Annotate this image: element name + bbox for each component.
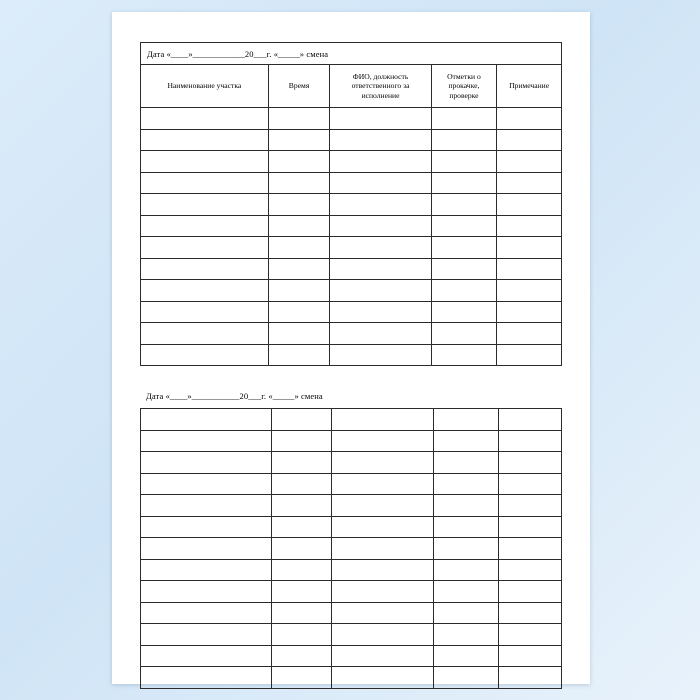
table-cell[interactable] <box>268 108 330 130</box>
form-block-2 <box>140 386 562 689</box>
table-cell[interactable] <box>141 602 272 624</box>
table-cell[interactable] <box>330 215 431 237</box>
table-cell[interactable] <box>434 667 498 689</box>
table-cell[interactable] <box>497 344 562 366</box>
table-row <box>141 108 562 130</box>
table-cell[interactable] <box>268 194 330 216</box>
document-content <box>140 42 562 689</box>
table-cell[interactable] <box>268 258 330 280</box>
table-cell[interactable] <box>268 129 330 151</box>
table-cell[interactable] <box>498 516 561 538</box>
table-cell[interactable] <box>268 237 330 259</box>
col-header-uchastok: Наименование участка <box>141 65 269 108</box>
table-cell[interactable] <box>141 237 269 259</box>
table-cell[interactable] <box>497 129 562 151</box>
table-row <box>141 172 562 194</box>
col-header-otmetki: Отметки о прокачке, проверке <box>431 65 497 108</box>
table-cell[interactable] <box>331 538 434 560</box>
table-cell[interactable] <box>497 215 562 237</box>
table-cell[interactable] <box>141 172 269 194</box>
table-cell[interactable] <box>141 344 269 366</box>
table-cell[interactable] <box>498 624 561 646</box>
table-2-body <box>141 409 562 689</box>
table-cell[interactable] <box>434 624 498 646</box>
table-cell[interactable] <box>498 473 561 495</box>
table-row <box>141 581 562 603</box>
table-cell[interactable] <box>331 602 434 624</box>
table-cell[interactable] <box>271 645 331 667</box>
date-line-1 <box>140 42 562 64</box>
table-row <box>141 559 562 581</box>
table-cell[interactable] <box>271 495 331 517</box>
table-row <box>141 624 562 646</box>
table-cell[interactable] <box>331 624 434 646</box>
table-row <box>141 495 562 517</box>
col-header-vremya: Время <box>268 65 330 108</box>
table-cell[interactable] <box>498 559 561 581</box>
table-cell[interactable] <box>141 301 269 323</box>
table-cell[interactable] <box>268 215 330 237</box>
table-cell[interactable] <box>268 323 330 345</box>
table-cell[interactable] <box>497 108 562 130</box>
table-cell[interactable] <box>141 280 269 302</box>
table-cell[interactable] <box>434 581 498 603</box>
table-cell[interactable] <box>434 602 498 624</box>
table-cell[interactable] <box>497 194 562 216</box>
table-cell[interactable] <box>498 645 561 667</box>
table-cell[interactable] <box>331 667 434 689</box>
table-1-header-row <box>141 65 562 108</box>
table-cell[interactable] <box>331 645 434 667</box>
table-row <box>141 237 562 259</box>
table-cell[interactable] <box>497 172 562 194</box>
table-cell[interactable] <box>431 237 497 259</box>
table-cell[interactable] <box>431 194 497 216</box>
table-cell[interactable] <box>431 215 497 237</box>
table-row <box>141 473 562 495</box>
table-cell[interactable] <box>330 108 431 130</box>
table-cell[interactable] <box>498 452 561 474</box>
table-cell[interactable] <box>498 495 561 517</box>
table-cell[interactable] <box>268 344 330 366</box>
table-cell[interactable] <box>271 430 331 452</box>
table-cell[interactable] <box>141 108 269 130</box>
table-row <box>141 151 562 173</box>
table-cell[interactable] <box>141 495 272 517</box>
table-cell[interactable] <box>497 237 562 259</box>
table-cell[interactable] <box>141 624 272 646</box>
table-block-2-wrap <box>140 408 562 689</box>
table-row <box>141 215 562 237</box>
table-row <box>141 452 562 474</box>
table-cell[interactable] <box>271 452 331 474</box>
table-cell[interactable] <box>431 280 497 302</box>
table-cell[interactable] <box>268 172 330 194</box>
table-cell[interactable] <box>331 430 434 452</box>
table-row <box>141 344 562 366</box>
table-cell[interactable] <box>141 473 272 495</box>
table-cell[interactable] <box>497 323 562 345</box>
table-cell[interactable] <box>431 301 497 323</box>
table-cell[interactable] <box>141 645 272 667</box>
table-row <box>141 194 562 216</box>
table-cell[interactable] <box>271 667 331 689</box>
table-block-2 <box>140 408 562 689</box>
table-cell[interactable] <box>434 645 498 667</box>
table-cell[interactable] <box>431 151 497 173</box>
table-cell[interactable] <box>141 559 272 581</box>
table-cell[interactable] <box>141 430 272 452</box>
table-1-body <box>141 108 562 366</box>
table-cell[interactable] <box>330 301 431 323</box>
table-row <box>141 538 562 560</box>
table-row <box>141 301 562 323</box>
table-cell[interactable] <box>271 559 331 581</box>
table-cell[interactable] <box>141 129 269 151</box>
table-cell[interactable] <box>434 452 498 474</box>
table-cell[interactable] <box>331 409 434 431</box>
table-cell[interactable] <box>431 129 497 151</box>
table-cell[interactable] <box>271 602 331 624</box>
table-cell[interactable] <box>331 559 434 581</box>
form-block-1 <box>140 42 562 366</box>
table-cell[interactable] <box>498 602 561 624</box>
table-cell[interactable] <box>331 473 434 495</box>
table-cell[interactable] <box>330 129 431 151</box>
table-cell[interactable] <box>431 323 497 345</box>
table-cell[interactable] <box>331 452 434 474</box>
table-cell[interactable] <box>271 516 331 538</box>
table-cell[interactable] <box>271 473 331 495</box>
block-separator <box>140 366 562 386</box>
date-line-1-text: Дата «____»____________20___г. «_____» смена <box>147 48 329 59</box>
table-cell[interactable] <box>434 409 498 431</box>
table-row <box>141 323 562 345</box>
table-cell[interactable] <box>268 301 330 323</box>
table-cell[interactable] <box>268 151 330 173</box>
table-cell[interactable] <box>271 581 331 603</box>
table-cell[interactable] <box>331 516 434 538</box>
table-cell[interactable] <box>331 581 434 603</box>
table-cell[interactable] <box>497 301 562 323</box>
table-cell[interactable] <box>498 409 561 431</box>
table-cell[interactable] <box>498 538 561 560</box>
table-cell[interactable] <box>431 172 497 194</box>
table-row <box>141 409 562 431</box>
table-row <box>141 667 562 689</box>
table-row <box>141 645 562 667</box>
table-cell[interactable] <box>271 409 331 431</box>
table-cell[interactable] <box>331 495 434 517</box>
col-header-primechanie: Примечание <box>497 65 562 108</box>
date-line-2 <box>140 386 562 406</box>
table-row <box>141 280 562 302</box>
table-cell[interactable] <box>434 430 498 452</box>
table-cell[interactable] <box>141 215 269 237</box>
table-row <box>141 430 562 452</box>
table-cell[interactable] <box>497 280 562 302</box>
table-cell[interactable] <box>271 538 331 560</box>
table-cell[interactable] <box>330 151 431 173</box>
table-cell[interactable] <box>497 258 562 280</box>
table-cell[interactable] <box>498 667 561 689</box>
table-cell[interactable] <box>330 258 431 280</box>
table-cell[interactable] <box>141 667 272 689</box>
col-header-fio: ФИО, должность ответственного за исполнение <box>330 65 431 108</box>
table-cell[interactable] <box>330 237 431 259</box>
document-sheet <box>112 12 590 684</box>
table-cell[interactable] <box>141 194 269 216</box>
table-cell[interactable] <box>330 194 431 216</box>
table-row <box>141 129 562 151</box>
table-cell[interactable] <box>434 473 498 495</box>
table-cell[interactable] <box>330 172 431 194</box>
table-cell[interactable] <box>141 409 272 431</box>
table-cell[interactable] <box>141 538 272 560</box>
table-row <box>141 602 562 624</box>
table-cell[interactable] <box>498 430 561 452</box>
table-cell[interactable] <box>141 323 269 345</box>
table-cell[interactable] <box>434 538 498 560</box>
table-cell[interactable] <box>497 151 562 173</box>
table-row <box>141 516 562 538</box>
table-cell[interactable] <box>434 559 498 581</box>
table-cell[interactable] <box>330 323 431 345</box>
table-cell[interactable] <box>141 581 272 603</box>
table-cell[interactable] <box>268 280 330 302</box>
table-cell[interactable] <box>434 516 498 538</box>
table-cell[interactable] <box>330 280 431 302</box>
table-cell[interactable] <box>431 344 497 366</box>
table-cell[interactable] <box>141 151 269 173</box>
table-1-header <box>141 65 562 108</box>
table-cell[interactable] <box>498 581 561 603</box>
table-cell[interactable] <box>141 258 269 280</box>
table-row <box>141 258 562 280</box>
table-cell[interactable] <box>434 495 498 517</box>
table-cell[interactable] <box>271 624 331 646</box>
table-cell[interactable] <box>431 108 497 130</box>
date-line-2-text: Дата «____»___________20___г. «_____» смена <box>146 391 323 401</box>
table-cell[interactable] <box>141 516 272 538</box>
table-cell[interactable] <box>431 258 497 280</box>
table-block-1 <box>140 64 562 366</box>
table-cell[interactable] <box>330 344 431 366</box>
table-cell[interactable] <box>141 452 272 474</box>
